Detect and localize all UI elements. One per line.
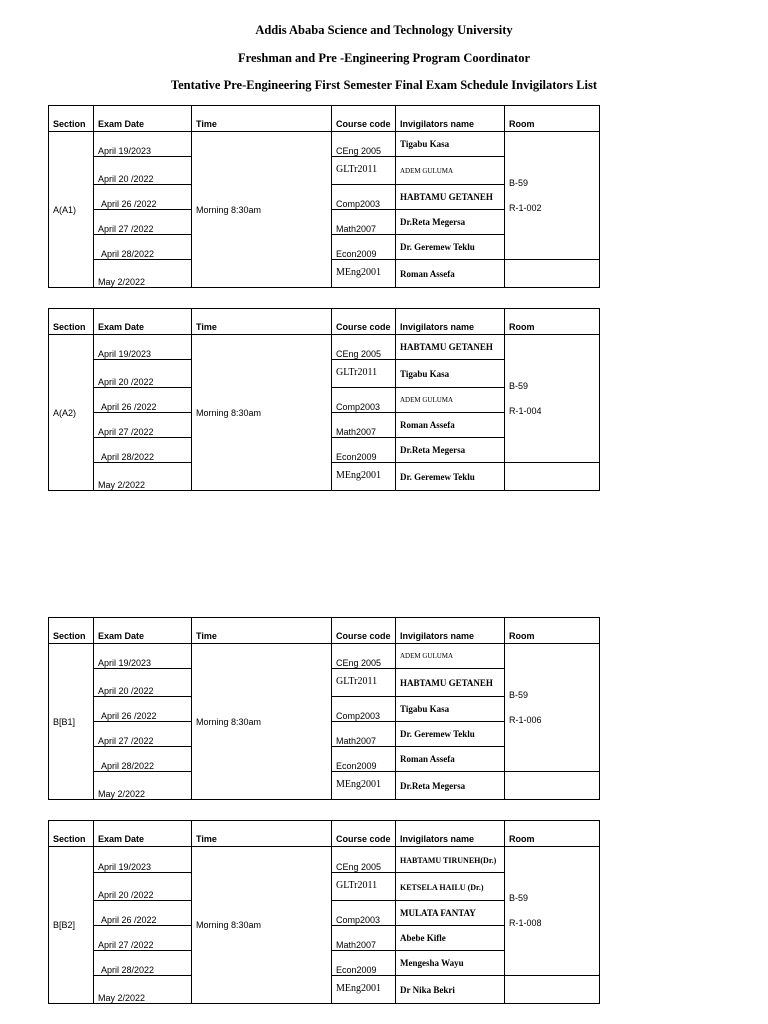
exam-date-header: Exam Date <box>94 618 192 644</box>
invigilator-cell: Tigabu Kasa <box>396 360 505 388</box>
course-code-header: Course code <box>332 618 396 644</box>
exam-date-cell: April 20 /2022 <box>94 873 192 901</box>
course-code-cell: Math2007 <box>332 926 396 951</box>
section-header: Section <box>49 821 94 847</box>
room-number: R-1-004 <box>509 405 542 416</box>
invigilator-cell: HABTAMU GETANEH <box>396 335 505 360</box>
exam-date-cell: May 2/2022 <box>94 463 192 491</box>
exam-date-cell: May 2/2022 <box>94 260 192 288</box>
invigilator-cell: Mengesha Wayu <box>396 951 505 976</box>
course-code-cell: GLTr2011 <box>332 669 396 697</box>
invigilator-cell: Roman Assefa <box>396 260 505 288</box>
room-header: Room <box>505 618 600 644</box>
invigilator-cell: Tigabu Kasa <box>396 132 505 157</box>
course-code-cell: Math2007 <box>332 413 396 438</box>
invigilator-cell: Dr. Geremew Teklu <box>396 722 505 747</box>
course-code-cell: Econ2009 <box>332 235 396 260</box>
room-header: Room <box>505 106 600 132</box>
room-number: B-59 <box>509 177 529 188</box>
exam-date-cell: May 2/2022 <box>94 976 192 1004</box>
invigilator-cell: Tigabu Kasa <box>396 697 505 722</box>
time-header: Time <box>192 821 332 847</box>
section-cell: B[B2] <box>49 847 94 1004</box>
course-code-cell: CEng 2005 <box>332 335 396 360</box>
course-code-cell: MEng2001 <box>332 260 396 288</box>
exam-date-cell: April 19/2023 <box>94 847 192 873</box>
program-heading: Freshman and Pre -Engineering Program Coordinator <box>238 51 530 65</box>
invigilator-cell: ADEM GULUMA <box>396 388 505 413</box>
course-code-cell: Econ2009 <box>332 438 396 463</box>
invigilator-cell: Abebe Kifle <box>396 926 505 951</box>
course-code-cell: CEng 2005 <box>332 132 396 157</box>
course-code-cell: Econ2009 <box>332 747 396 772</box>
invigilator-cell: HABTAMU TIRUNEH(Dr.) <box>396 847 505 873</box>
room-cell <box>505 335 600 463</box>
course-code-cell: MEng2001 <box>332 772 396 800</box>
invigilator-cell: Roman Assefa <box>396 413 505 438</box>
invigilator-cell: MULATA FANTAY <box>396 901 505 926</box>
invigilator-cell: Dr Nika Bekri <box>396 976 505 1004</box>
invigilators-header: Invigilators name <box>396 618 505 644</box>
course-code-cell: MEng2001 <box>332 463 396 491</box>
section-cell: A(A1) <box>49 132 94 288</box>
table-row <box>49 335 600 360</box>
schedule-table <box>48 617 600 800</box>
exam-date-header: Exam Date <box>94 821 192 847</box>
table-row <box>49 847 600 873</box>
exam-date-cell: April 26 /2022 <box>94 388 192 413</box>
invigilator-cell: HABTAMU GETANEH <box>396 669 505 697</box>
course-code-cell: GLTr2011 <box>332 157 396 185</box>
document-title: Tentative Pre-Engineering First Semester Final Exam Schedule Invigilators List <box>170 78 598 92</box>
exam-date-cell: April 19/2023 <box>94 644 192 669</box>
section-header: Section <box>49 106 94 132</box>
room-number: B-59 <box>509 689 529 700</box>
header-row <box>49 309 600 335</box>
course-code-header: Course code <box>332 309 396 335</box>
section-header: Section <box>49 309 94 335</box>
exam-date-cell: April 27 /2022 <box>94 722 192 747</box>
course-code-cell: Comp2003 <box>332 388 396 413</box>
schedule-table <box>48 105 600 288</box>
room-empty-cell <box>505 976 600 1004</box>
exam-date-cell: April 27 /2022 <box>94 210 192 235</box>
room-cell <box>505 847 600 976</box>
invigilator-cell: HABTAMU GETANEH <box>396 185 505 210</box>
schedule-table <box>48 308 600 491</box>
room-empty-cell <box>505 772 600 800</box>
time-cell: Morning 8:30am <box>192 335 332 491</box>
room-number: B-59 <box>509 893 529 903</box>
invigilators-header: Invigilators name <box>396 309 505 335</box>
exam-date-cell: April 27 /2022 <box>94 926 192 951</box>
exam-date-cell: April 26 /2022 <box>94 697 192 722</box>
invigilator-cell: ADEM GULUMA <box>396 644 505 669</box>
room-empty-cell <box>505 260 600 288</box>
time-header: Time <box>192 309 332 335</box>
course-code-header: Course code <box>332 821 396 847</box>
room-number: R-1-002 <box>509 202 542 213</box>
room-header: Room <box>505 309 600 335</box>
exam-date-header: Exam Date <box>94 106 192 132</box>
exam-date-cell: April 28/2022 <box>94 951 192 976</box>
invigilator-cell: KETSELA HAILU (Dr.) <box>396 873 505 901</box>
exam-date-cell: April 26 /2022 <box>94 185 192 210</box>
course-code-cell: GLTr2011 <box>332 360 396 388</box>
exam-date-cell: April 20 /2022 <box>94 360 192 388</box>
invigilators-header: Invigilators name <box>396 106 505 132</box>
course-code-cell: MEng2001 <box>332 976 396 1004</box>
course-code-cell: GLTr2011 <box>332 873 396 901</box>
exam-date-cell: April 20 /2022 <box>94 669 192 697</box>
course-code-cell: Econ2009 <box>332 951 396 976</box>
exam-date-header: Exam Date <box>94 309 192 335</box>
exam-date-cell: April 19/2023 <box>94 132 192 157</box>
course-code-cell: Comp2003 <box>332 697 396 722</box>
header-row <box>49 618 600 644</box>
invigilators-header: Invigilators name <box>396 821 505 847</box>
course-code-cell: Comp2003 <box>332 901 396 926</box>
section-cell: B[B1] <box>49 644 94 800</box>
invigilator-cell: Dr.Reta Megersa <box>396 210 505 235</box>
invigilator-cell: Dr. Geremew Teklu <box>396 235 505 260</box>
course-code-cell: Math2007 <box>332 210 396 235</box>
exam-date-cell: April 19/2023 <box>94 335 192 360</box>
time-header: Time <box>192 106 332 132</box>
invigilator-cell: ADEM GULUMA <box>396 157 505 185</box>
course-code-cell: Math2007 <box>332 722 396 747</box>
exam-date-cell: April 28/2022 <box>94 438 192 463</box>
room-number: R-1-008 <box>509 918 542 928</box>
exam-date-cell: April 20 /2022 <box>94 157 192 185</box>
room-number: R-1-006 <box>509 714 542 725</box>
table-row <box>49 644 600 669</box>
room-number: B-59 <box>509 380 529 391</box>
invigilator-cell: Roman Assefa <box>396 747 505 772</box>
university-heading: Addis Ababa Science and Technology University <box>255 23 513 37</box>
time-cell: Morning 8:30am <box>192 132 332 288</box>
course-code-cell: Comp2003 <box>332 185 396 210</box>
section-cell: A(A2) <box>49 335 94 491</box>
room-empty-cell <box>505 463 600 491</box>
exam-date-cell: April 26 /2022 <box>94 901 192 926</box>
header-row <box>49 106 600 132</box>
invigilator-cell: Dr.Reta Megersa <box>396 438 505 463</box>
course-code-cell: CEng 2005 <box>332 847 396 873</box>
time-header: Time <box>192 618 332 644</box>
table-row <box>49 132 600 157</box>
room-cell <box>505 644 600 772</box>
section-header: Section <box>49 618 94 644</box>
exam-date-cell: April 28/2022 <box>94 747 192 772</box>
invigilator-cell: Dr. Geremew Teklu <box>396 463 505 491</box>
room-header: Room <box>505 821 600 847</box>
header-row <box>49 821 600 847</box>
course-code-cell: CEng 2005 <box>332 644 396 669</box>
time-cell: Morning 8:30am <box>192 847 332 1004</box>
schedule-table <box>48 820 600 1004</box>
exam-date-cell: April 28/2022 <box>94 235 192 260</box>
time-cell: Morning 8:30am <box>192 644 332 800</box>
room-cell <box>505 132 600 260</box>
exam-date-cell: May 2/2022 <box>94 772 192 800</box>
course-code-header: Course code <box>332 106 396 132</box>
exam-date-cell: April 27 /2022 <box>94 413 192 438</box>
invigilator-cell: Dr.Reta Megersa <box>396 772 505 800</box>
